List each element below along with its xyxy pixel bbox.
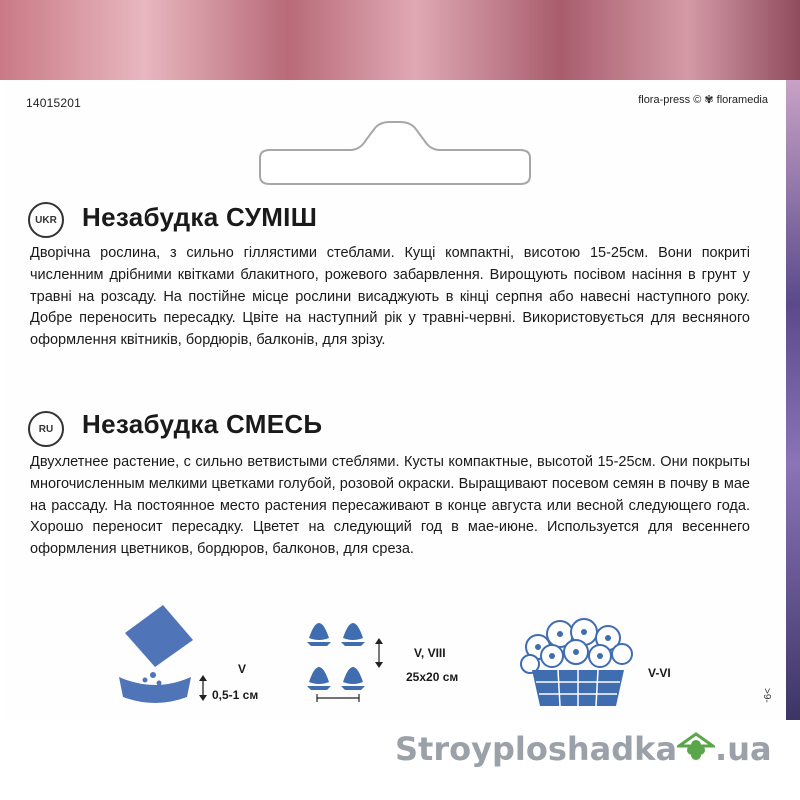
floral-photo-strip: [0, 0, 800, 80]
ru-title: Незабудка СМЕСЬ: [82, 409, 323, 439]
planting-spacing: 25x20 см: [406, 670, 459, 684]
photo-credit: flora-press © ✾ floramedia: [638, 94, 768, 106]
house-clover-icon: [677, 732, 715, 762]
site-watermark: [395, 730, 772, 768]
seed-packet-sowing-icon: [115, 605, 195, 713]
ru-description: Двухлетнее растение, с сильно ветвистыми стеблями. Кусты компактные, высотой 15-25см. Они покрыты многочисленным мелкими цветками голубой, розовой окраски. Выращивают посевом семян в почву в мае на рассаду. На постоянное место растения пересаживают в конце августа или весной следующего года. Хорошо переносит пересадку. Цветет на следующий год в мае-июне. Используется для весеннего оформления цветников, бордюров, балконов, для среза.: [30, 454, 750, 558]
ukr-title: Незабудка СУМІШ: [82, 202, 318, 232]
hang-hole-icon: [250, 118, 540, 198]
side-mark: >9-: [761, 688, 772, 703]
ukr-description: Дворічна рослина, з сильно гіллястими стеблами. Кущі компактні, висотою 15-25см. Вони покриті численним дрібними квітками блакитного, рожевого забарвлення. Вирощують посівом насіння в грунт у травні на розсаду. На постійне місце рослини висаджують в кінці серпня або навесні наступного року. Добре переносить пересадку. Цвіте на наступний рік у травні-червні. Використовується для весняного оформлення квітників, бордюрів, балконів, для зрізу.: [30, 245, 750, 349]
product-code: 14015201: [26, 96, 81, 110]
sowing-depth: 0,5-1 см: [212, 688, 259, 702]
floral-photo-edge: [786, 80, 800, 720]
watermark-tld: .ua: [715, 730, 772, 768]
flower-basket-icon: [518, 612, 638, 712]
ru-language-badge: RU: [28, 411, 64, 447]
flowering-months: V-VI: [648, 666, 671, 680]
planting-months: V, VIII: [414, 646, 446, 660]
plant-spacing-icon: [305, 612, 400, 704]
watermark-name: Stroyploshadka: [395, 730, 678, 768]
sowing-month: V: [238, 662, 247, 676]
ukr-language-badge: UKR: [28, 202, 64, 238]
depth-arrow-icon: [198, 675, 208, 701]
